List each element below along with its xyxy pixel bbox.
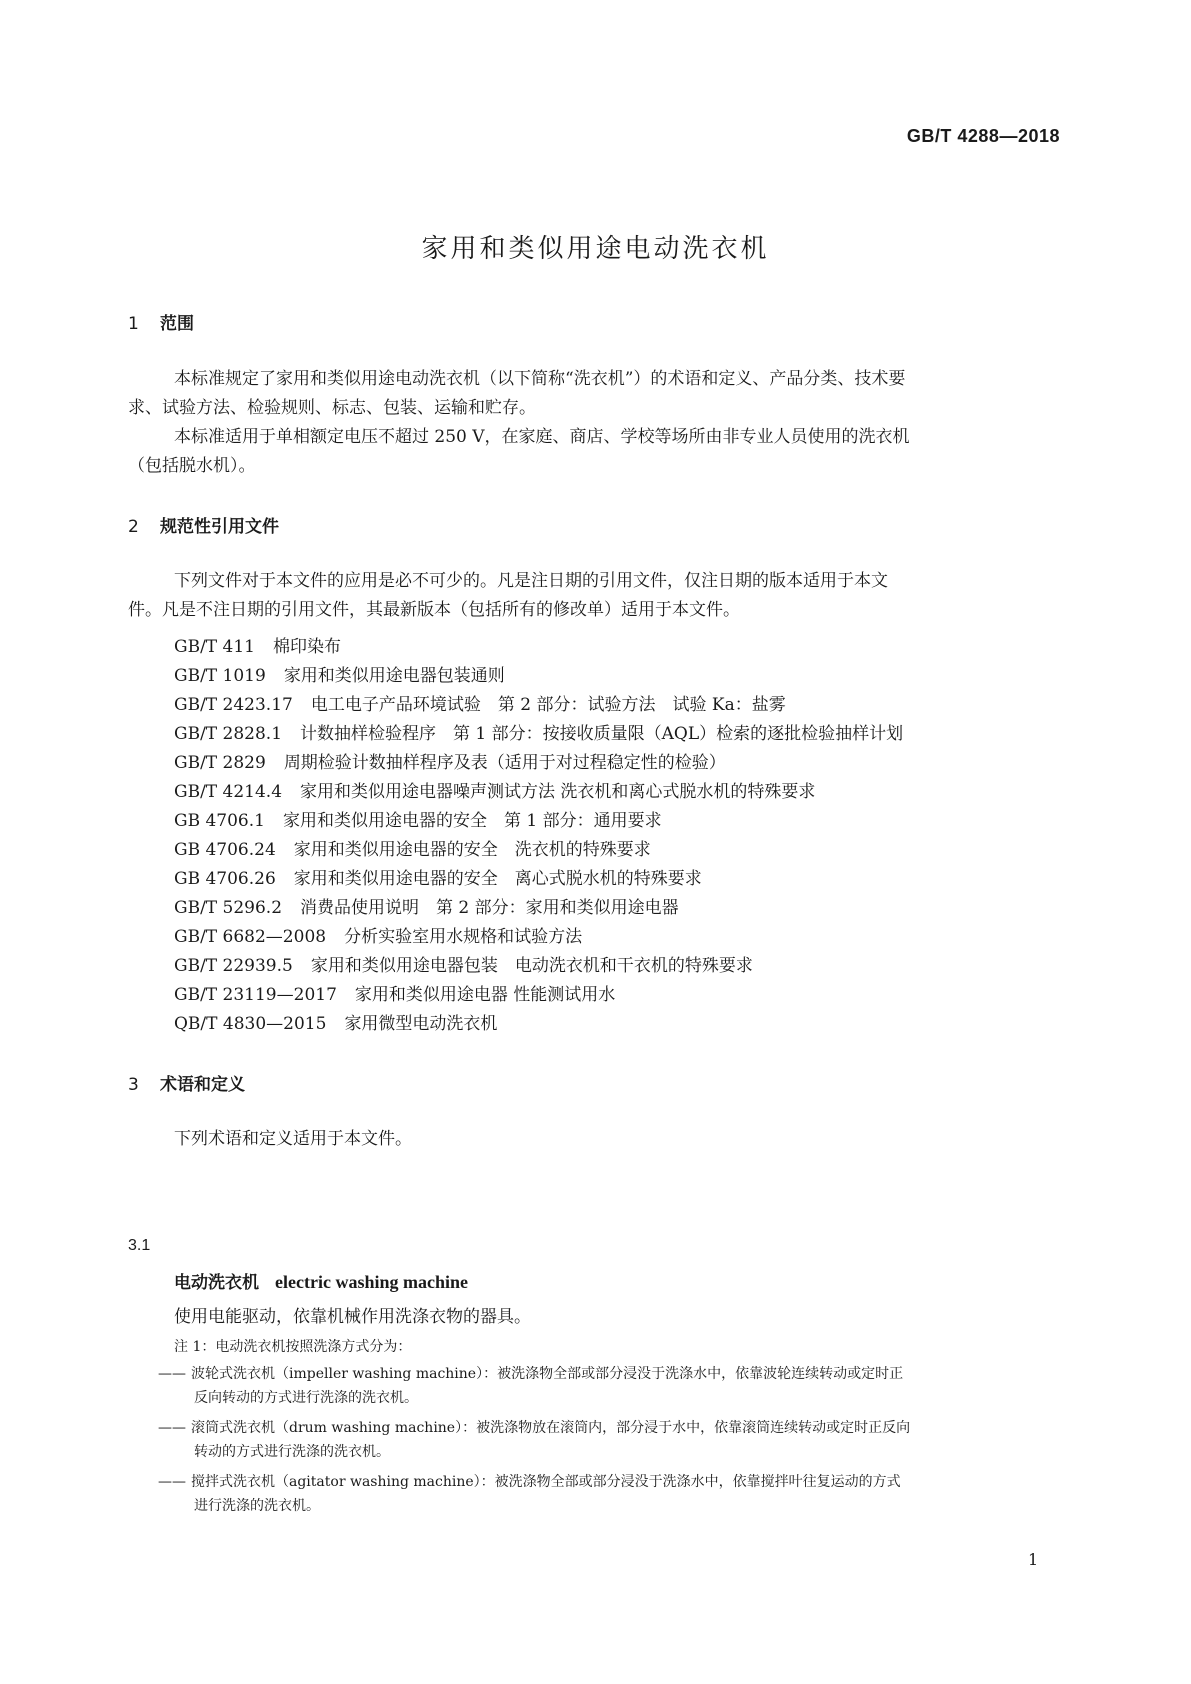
reference-code: GB/T 2423.17 [174, 695, 293, 715]
dash-marker: —— [158, 1420, 186, 1436]
reference-item [174, 951, 753, 976]
section-2-para-line-1: 下列文件对于本文件的应用是必不可少的。凡是注日期的引用文件，仅注日期的版本适用于本文 [174, 571, 888, 591]
reference-code: GB/T 4214.4 [174, 782, 283, 802]
dash-marker: —— [158, 1366, 186, 1382]
reference-code: GB/T 6682—2008 [174, 927, 327, 947]
reference-code: GB/T 2829 [174, 753, 266, 773]
term-definition: 使用电能驱动，依靠机械作用洗涤衣物的器具。 [174, 1307, 531, 1327]
standard-code: GB/T 4288—2018 [906, 126, 1060, 146]
reference-code: GB/T 2828.1 [174, 724, 283, 744]
term-heading [174, 1268, 468, 1293]
term-chinese: 电动洗衣机 [174, 1273, 259, 1293]
reference-code: GB/T 411 [174, 637, 255, 657]
section-1-para-2-line-2: （包括脱水机）。 [128, 456, 256, 476]
reference-name: 家用和类似用途电器的安全 离心式脱水机的特殊要求 [293, 869, 702, 889]
note-item-line-2: 转动的方式进行洗涤的洗衣机。 [194, 1444, 390, 1460]
reference-name: 电工电子产品环境试验 第 2 部分：试验方法 试验 Ka：盐雾 [310, 695, 786, 715]
dash-marker: —— [158, 1474, 186, 1490]
document-title: 家用和类似用途电动洗衣机 [421, 234, 770, 264]
reference-item [174, 719, 903, 744]
term-english: electric washing machine [275, 1272, 468, 1292]
section-3-intro: 下列术语和定义适用于本文件。 [174, 1129, 412, 1149]
reference-item [174, 690, 786, 715]
reference-item [174, 748, 726, 773]
section-title: 规范性引用文件 [160, 517, 279, 537]
note-item-line-1: 波轮式洗衣机（impeller washing machine）：被洗涤物全部或部分浸没于洗涤水中，依靠波轮连续转动或定时正 [191, 1366, 904, 1382]
reference-name: 家用和类似用途电器的安全 第 1 部分：通用要求 [282, 811, 662, 831]
reference-item [174, 806, 662, 831]
reference-name: 分析实验室用水规格和试验方法 [344, 927, 583, 947]
reference-code: GB/T 1019 [174, 666, 266, 686]
section-title: 术语和定义 [160, 1075, 245, 1095]
reference-item [174, 777, 815, 802]
reference-name: 消费品使用说明 第 2 部分：家用和类似用途电器 [300, 898, 679, 918]
term-number: 3.1 [128, 1237, 151, 1254]
section-2-para-line-2: 件。凡是不注日期的引用文件，其最新版本（包括所有的修改单）适用于本文件。 [128, 600, 740, 620]
reference-name: 家用和类似用途电器噪声测试方法 洗衣机和离心式脱水机的特殊要求 [300, 782, 816, 802]
note-item-line-2: 进行洗涤的洗衣机。 [194, 1498, 320, 1514]
section-1-para-1-line-1: 本标准规定了家用和类似用途电动洗衣机（以下简称“洗衣机”）的术语和定义、产品分类、技术要 [174, 369, 906, 389]
reference-item [174, 864, 702, 889]
note-item [158, 1416, 910, 1464]
section-1-para-2-line-1: 本标准适用于单相额定电压不超过 250 V，在家庭、商店、学校等场所由非专业人员使用的洗衣机 [174, 427, 910, 447]
reference-name: 家用和类似用途电器的安全 洗衣机的特殊要求 [293, 840, 651, 860]
section-title: 范围 [160, 314, 194, 334]
reference-code: GB 4706.1 [174, 811, 265, 831]
reference-name: 家用和类似用途电器包装通则 [283, 666, 505, 686]
reference-code: QB/T 4830—2015 [174, 1014, 327, 1034]
reference-name: 计数抽样检验程序 第 1 部分：按接收质量限（AQL）检索的逐批检验抽样计划 [300, 724, 904, 744]
reference-item [174, 922, 582, 947]
reference-code: GB 4706.26 [174, 869, 276, 889]
section-number: 2 [128, 517, 139, 537]
note-item [158, 1470, 901, 1518]
reference-item [174, 1009, 497, 1034]
note-item-line-1: 搅拌式洗衣机（agitator washing machine）：被洗涤物全部或部分浸没于洗涤水中，依靠搅拌叶往复运动的方式 [191, 1474, 901, 1490]
page-number: 1 [1028, 1550, 1039, 1569]
reference-item [174, 632, 341, 657]
note-item-line-2: 反向转动的方式进行洗涤的洗衣机。 [194, 1390, 418, 1406]
section-1-heading [128, 309, 194, 334]
section-1-para-1-line-2: 求、试验方法、检验规则、标志、包装、运输和贮存。 [128, 398, 536, 418]
section-number: 3 [128, 1075, 139, 1095]
section-2-heading [128, 512, 279, 537]
note-item-line-1: 滚筒式洗衣机（drum washing machine）：被洗涤物放在滚筒内，部分浸于水中，依靠滚筒连续转动或定时正反向 [191, 1420, 911, 1436]
reference-item [174, 835, 651, 860]
reference-code: GB/T 23119—2017 [174, 985, 337, 1005]
reference-item [174, 661, 505, 686]
note-item [158, 1362, 903, 1410]
reference-code: GB/T 22939.5 [174, 956, 293, 976]
reference-name: 棉印染布 [273, 637, 341, 657]
reference-item [174, 893, 679, 918]
reference-item [174, 980, 615, 1005]
section-number: 1 [128, 314, 139, 334]
reference-name: 家用和类似用途电器包装 电动洗衣机和干衣机的特殊要求 [310, 956, 753, 976]
reference-name: 家用微型电动洗衣机 [344, 1014, 498, 1034]
reference-name: 家用和类似用途电器 性能测试用水 [354, 985, 616, 1005]
note-label: 注 1：电动洗衣机按照洗涤方式分为： [174, 1339, 412, 1355]
section-3-heading [128, 1070, 245, 1095]
reference-code: GB/T 5296.2 [174, 898, 283, 918]
reference-name: 周期检验计数抽样程序及表（适用于对过程稳定性的检验） [283, 753, 726, 773]
reference-code: GB 4706.24 [174, 840, 276, 860]
